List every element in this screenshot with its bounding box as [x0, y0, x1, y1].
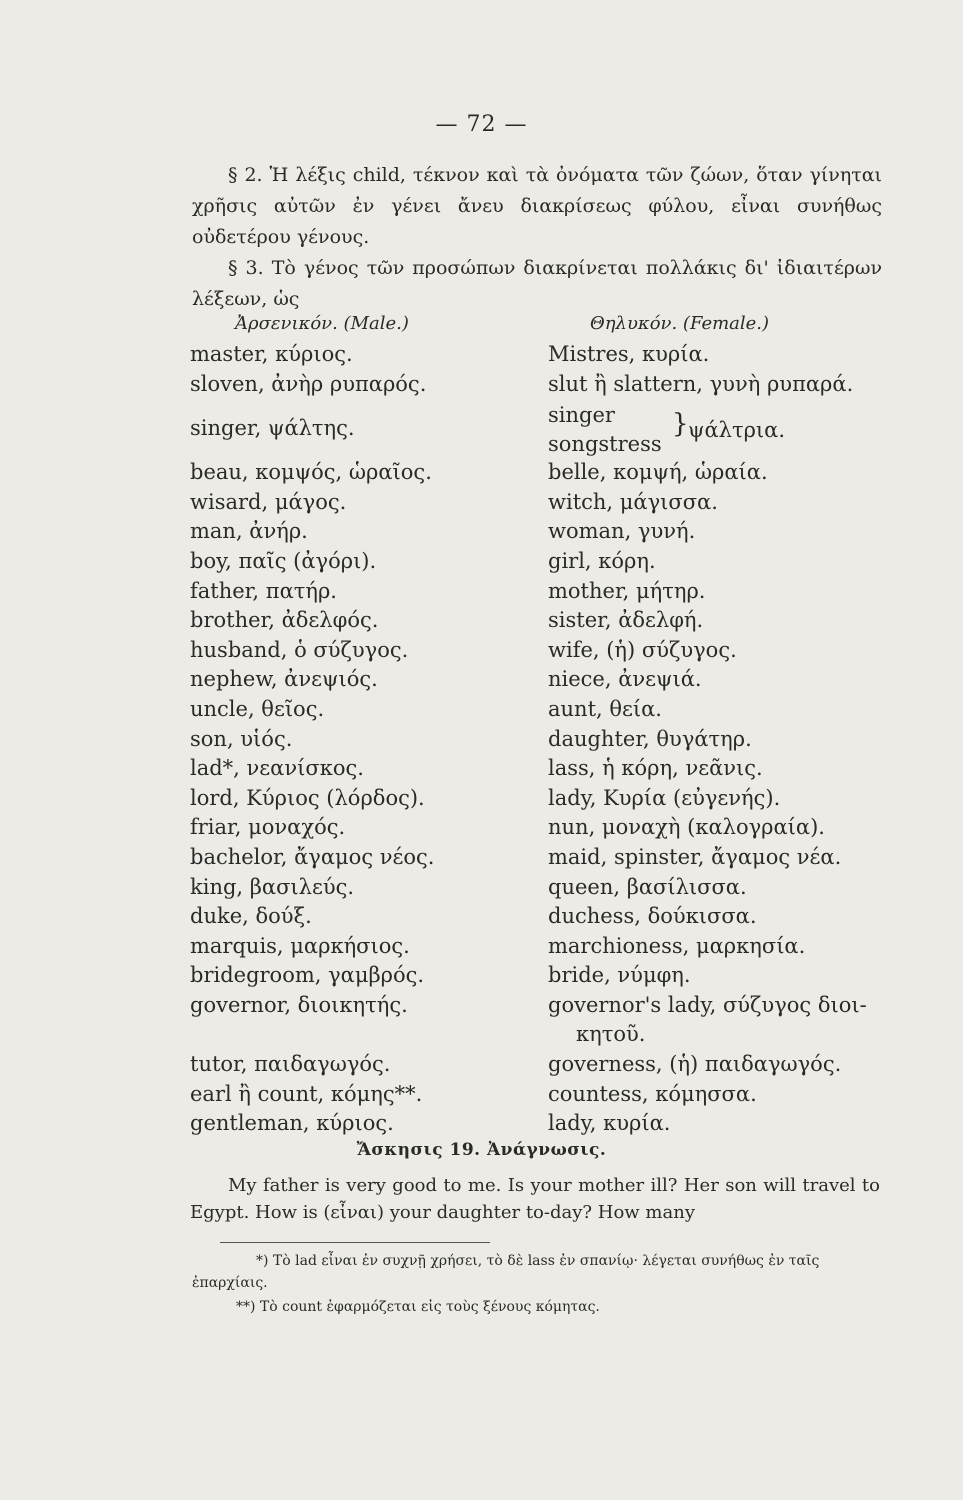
female-entry: bride, νύμφη. — [548, 963, 691, 988]
female-entry: governess, (ἡ) παιδαγωγός. — [548, 1052, 842, 1077]
section-text: Ἡ λέξις child, τέκνον καὶ τὰ ὀνόματα τῶν ζώων, ὅταν γίνηται χρῆσις αὐτῶν ἐν γένει ἄνευ διακρίσεως φύλου, εἶναι συνήθως οὐδετέρου γένους. — [192, 164, 882, 248]
female-entry: Mistres, κυρία. — [548, 342, 710, 366]
section-text: Τὸ γένος τῶν προσώπων διακρίνεται πολλάκις δι' ἰδιαιτέρων λέξεων, ὡς — [192, 257, 882, 310]
male-entry: governor, διοικητής. — [190, 992, 408, 1017]
male-entry: uncle, θεῖος. — [190, 696, 325, 721]
male-entry: father, πατήρ. — [190, 578, 337, 603]
female-entry: sister, ἀδελφή. — [548, 608, 704, 633]
footnote-rule — [220, 1242, 490, 1243]
female-entry: wife, (ἡ) σύζυγος. — [548, 637, 737, 662]
female-entry: queen, βασίλισσα. — [548, 874, 747, 899]
female-entry-singer — [548, 399, 867, 458]
male-entry: king, βασιλεύς. — [190, 874, 355, 899]
exercise-title: Ἄσκησις 19. Ἀνάγνωσις. — [356, 1140, 607, 1160]
male-entry: sloven, ἀνὴρ ρυπαρός. — [190, 371, 427, 396]
male-entry: bachelor, ἄγαμος νέος. — [190, 844, 435, 869]
female-column-header: Θηλυκόν. (Female.) — [590, 313, 770, 334]
female-entry: lady, κυρία. — [548, 1111, 671, 1136]
male-entry: boy, παῖς (ἀγόρι). — [190, 548, 377, 573]
female-entry: marchioness, μαρκησία. — [548, 933, 806, 958]
female-entry-continued: κητοῦ. — [576, 1022, 646, 1047]
female-entry: witch, μάγισσα. — [548, 489, 718, 514]
male-entry: gentleman, κύριος. — [190, 1111, 394, 1136]
page-number: — 72 — — [435, 112, 528, 137]
brace-mark: } — [672, 409, 689, 440]
male-entry: marquis, μαρκήσιος. — [190, 933, 410, 958]
female-entry: duchess, δούκισσα. — [548, 904, 757, 929]
male-entry: beau, κομψός, ὡραῖος. — [190, 460, 432, 485]
section-3-paragraph — [192, 253, 882, 315]
female-entry: maid, spinster, ἄγαμος νέα. — [548, 844, 842, 869]
section-marker: § 2. — [228, 164, 263, 186]
female-entry: niece, ἀνεψιά. — [548, 667, 702, 692]
female-entry: belle, κομψή, ὡραία. — [548, 460, 768, 485]
male-entry: bridegroom, γαμβρός. — [190, 963, 425, 988]
male-entry: friar, μοναχός. — [190, 815, 346, 840]
female-entry: lass, ἡ κόρη, νεᾶνις. — [548, 756, 763, 781]
female-entry: nun, μοναχὴ (καλογραία). — [548, 815, 825, 840]
singer-translation: ψάλτρια. — [688, 418, 786, 443]
songstress-word: songstress — [548, 432, 662, 457]
female-entry: lady, Κυρία (εὐγενής). — [548, 785, 781, 810]
footnote-1: *) Τὸ lad εἶναι ἐν συχνῇ χρήσει, τὸ δὲ lass ἐν σπανίῳ· λέγεται συνήθως ἐν ταῖς ἐπαρχίαις. — [192, 1253, 820, 1291]
female-column — [548, 340, 867, 1139]
male-entry: husband, ὁ σύζυγος. — [190, 637, 409, 662]
male-entry: nephew, ἀνεψιός. — [190, 667, 378, 692]
male-entry: man, ἀνήρ. — [190, 519, 308, 544]
female-entry: daughter, θυγάτηρ. — [548, 726, 752, 751]
female-entry: mother, μήτηρ. — [548, 578, 706, 603]
female-entry: countess, κόμησσα. — [548, 1081, 757, 1106]
male-column — [190, 340, 434, 1139]
section-marker: § 3. — [228, 257, 264, 279]
male-entry: son, υἱός. — [190, 726, 293, 751]
female-entry: aunt, θεία. — [548, 696, 662, 721]
female-entry: woman, γυνή. — [548, 519, 696, 544]
footnote-2: **) Τὸ count ἐφαρμόζεται εἰς τοὺς ξένους κόμητας. — [236, 1299, 600, 1315]
male-entry: earl ἢ count, κόμης**. — [190, 1081, 423, 1106]
male-entry: master, κύριος. — [190, 342, 353, 366]
female-entry: governor's lady, σύζυγος διοι- — [548, 992, 867, 1017]
singer-word: singer — [548, 403, 615, 428]
exercise-text: My father is very good to me. Is your mother ill? Her son will travel to Egypt. How is (εἶναι) your daughter to-day? How many — [190, 1175, 880, 1223]
male-entry: lad*, νεανίσκος. — [190, 756, 364, 781]
male-entry: duke, δούξ. — [190, 904, 312, 929]
male-column-header: Ἀρσενικόν. (Male.) — [235, 313, 409, 334]
male-entry: wisard, μάγος. — [190, 489, 347, 514]
female-entry: girl, κόρη. — [548, 548, 656, 573]
male-entry: tutor, παιδαγωγός. — [190, 1052, 391, 1077]
male-entry: lord, Κύριος (λόρδος). — [190, 785, 425, 810]
section-2-paragraph — [192, 160, 882, 253]
male-entry: brother, ἀδελφός. — [190, 608, 379, 633]
male-entry: singer, ψάλτης. — [190, 416, 355, 441]
female-entry: slut ἢ slattern, γυνὴ ρυπαρά. — [548, 371, 854, 396]
